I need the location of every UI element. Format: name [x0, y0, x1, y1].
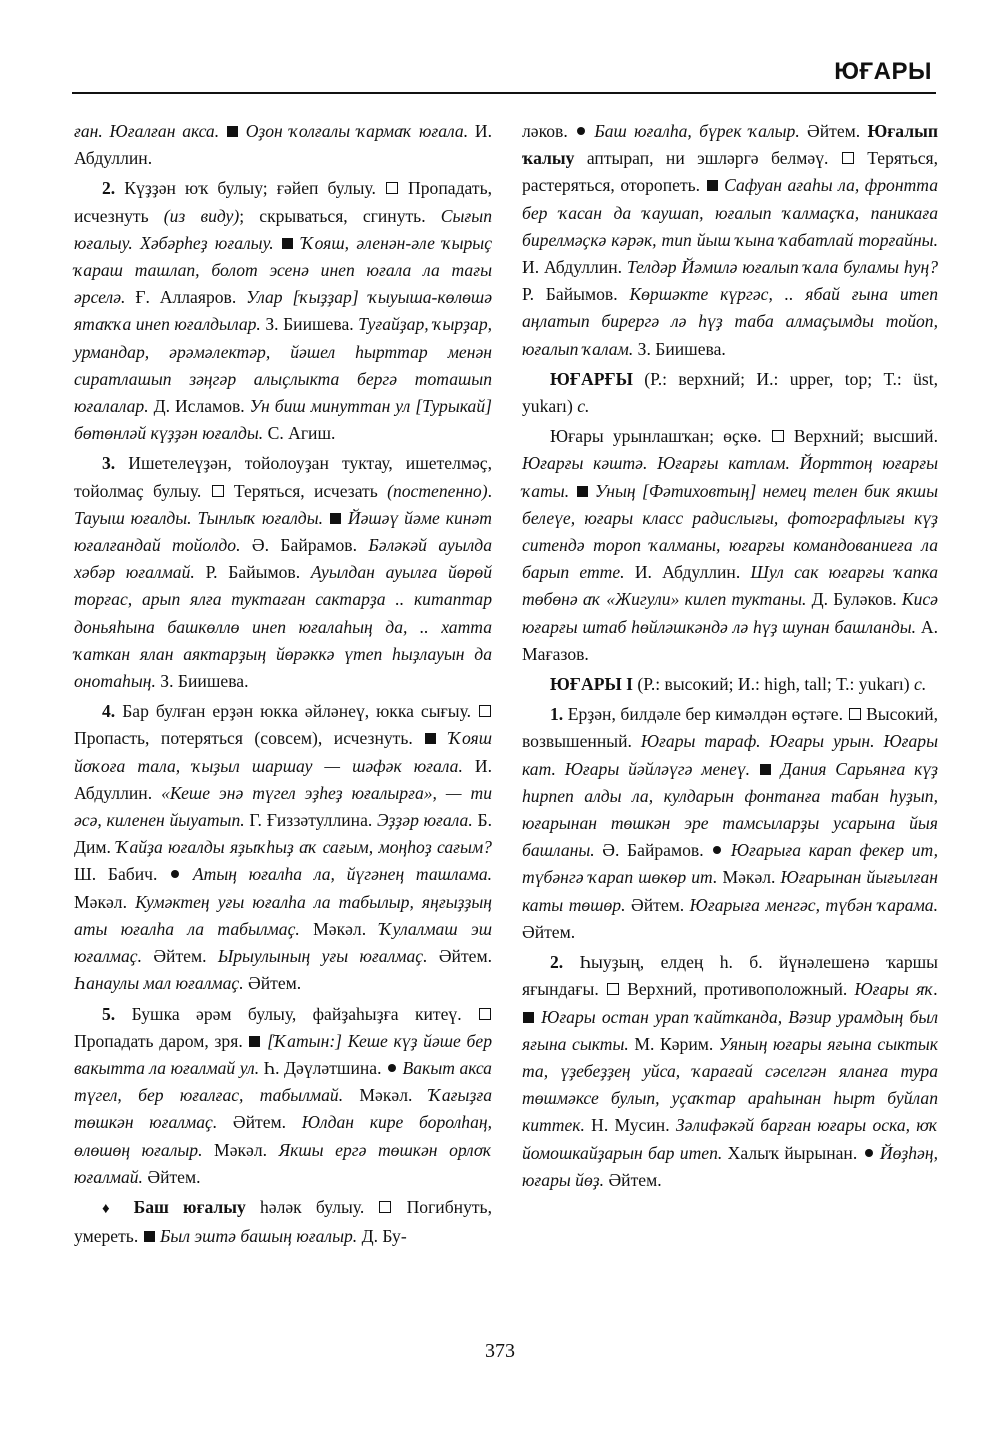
author: А. Мағазов.	[522, 616, 938, 664]
definition: Юғары урынлашҡан; өҫкө.	[550, 426, 762, 447]
author: Ш. Бабич.	[74, 864, 158, 885]
definition: Ерҙән, билдәле бер кимәлдән өҫтәге.	[563, 704, 843, 725]
example-text: Атың юғалһа ла, йүгәнең ташлама.	[192, 864, 493, 885]
entry-paragraph	[522, 118, 938, 363]
example-text: Дания Сарьянға күҙ һирпеп алды ла, кулдарын фонтанға табан һуҙып, юғарынан төшкән эре тамсыларҙы усарына йыя башланы.	[522, 758, 939, 861]
translation-marker-icon	[772, 430, 784, 442]
proverb-marker-icon	[171, 870, 179, 878]
example-text: Көршәкте күргәс, .. ябай ғына итеп аңлатып бирергә лә һүҙ таба алмаҫымды тойоп, юғалып ҡалам.	[522, 284, 938, 359]
sense-3	[74, 450, 492, 695]
translation-marker-icon	[849, 708, 861, 720]
author: Әйтем.	[427, 946, 492, 967]
example-text: Ырыулының уғы юғалмаҫ.	[217, 946, 428, 967]
example-text: Оҙон ҡолғалы ҡармаҡ юғала.	[245, 121, 469, 141]
note: (постепенно)	[387, 480, 488, 501]
example-text: Туғайҙар, ҡырҙар, урмандар, әрәмәлектәр, йәшел һырттар менән сиратлашып зәңгәр алыҫлыкта бергә тоташып юғалалар.	[74, 314, 493, 417]
author: Мәкәл.	[74, 891, 136, 912]
example-text: Юғарыға менгәс, түбән ҡарама.	[689, 894, 939, 915]
author: Мәкәл.	[299, 918, 380, 939]
idiom-headword: Юғалып ҡалыу	[522, 121, 938, 169]
example-text: Был эштә башың юғалыр.	[160, 1226, 358, 1247]
author: Әйтем.	[141, 946, 218, 967]
translation: Теряться, исчезать	[224, 480, 388, 501]
example-text: [Ҡатын:] Кеше күҙ йәше бер вакытта ла юғалмай ул.	[74, 1030, 492, 1078]
author: Мәкәл.	[343, 1085, 429, 1106]
translation: Пропасть, потеряться (совсем), исчезнуть.	[74, 728, 413, 749]
example-text: Баш юғалһа, бүрек ҡалыр.	[594, 121, 800, 141]
example-text: ған. Юғалған акса.	[74, 121, 220, 141]
translation-marker-icon	[379, 1201, 391, 1213]
author: Ә. Байрамов.	[594, 840, 704, 861]
example-text: Юғары яҡ.	[854, 979, 938, 1000]
author: З. Биишева.	[155, 671, 249, 692]
example-text: Уяның юғары яғына сыктык та, үҙебеҙҙең уйса, ҡарағай сәселгән яланға тура төшмәксе булып, уҫаҡтар араһынан һырт буйлап киттек.	[522, 1033, 939, 1136]
example-text: Тауыш юғалды. Тынлыҡ юғалды.	[74, 507, 324, 528]
author: Н. Мусин.	[584, 1115, 676, 1136]
translation: Пропадать, исчезнуть	[74, 178, 492, 226]
translation: .	[487, 480, 492, 501]
author: Д. Исламов.	[148, 396, 250, 417]
headword-entry	[522, 366, 938, 420]
author: Д. Буләков.	[806, 589, 902, 610]
author: Б. Дим.	[74, 810, 493, 858]
translation: Верхний, противоположный.	[619, 979, 855, 1000]
author: Әйтем.	[142, 1166, 201, 1187]
definition: Күҙҙән юҡ булыу; ғәйеп булыу.	[115, 178, 376, 199]
author: Ә. Байрамов.	[240, 535, 369, 556]
translation-marker-icon	[479, 705, 491, 717]
author: Һ. Дәүләтшина.	[259, 1057, 382, 1078]
author: И. Абдуллин.	[74, 755, 492, 803]
author: Р. Байымов.	[522, 284, 630, 305]
headword: ЮҒАРЫ I	[550, 674, 633, 695]
author: Мәкәл.	[202, 1139, 279, 1160]
example-text: Ун биш минуттан ул [Турыкай] бөтөнләй күҙҙән юғалды.	[74, 396, 492, 444]
sense-number: 2.	[550, 952, 564, 973]
example-text: Юғарынан йығылған каты төшөр.	[522, 867, 938, 915]
part-of-speech: с.	[577, 396, 590, 417]
sense-5	[74, 1001, 492, 1191]
translation: Высокий, возвышенный.	[522, 704, 939, 752]
example-marker-icon	[144, 1231, 155, 1242]
author: Халыҡ йырынан.	[722, 1142, 858, 1163]
author: И. Абдуллин.	[522, 257, 627, 278]
example-marker-icon	[282, 238, 293, 249]
page-number: 373	[485, 1340, 515, 1362]
sense-2	[522, 949, 938, 1194]
example-text: Эҙҙәр юғала.	[377, 810, 473, 831]
translation: Пропадать даром, зря.	[74, 1030, 243, 1051]
author: Әйтем.	[522, 921, 576, 942]
example-text: Сафуан ағаһы ла, фронтта бер ҡасан да ҡаушап, юғалып ҡалмаҫҡа, паникаға бирелмәҫкә кәрәк, тип йыш ҡына ҡабатлай торғайны.	[522, 175, 939, 250]
example-text: Зәлифәкәй барған юғары оска, юҡ йомошкайҙарын бар итеп.	[522, 1115, 938, 1163]
sense-4	[74, 698, 492, 997]
definition: һәләк булыу.	[245, 1196, 365, 1217]
definition: аптырап, ни эшләргә белмәү.	[574, 148, 829, 169]
example-text: Ҡағыҙға төшкән юғалмаҫ.	[74, 1085, 492, 1133]
idiom-headword: Баш юғалыу	[133, 1196, 246, 1217]
author: Әйтем.	[625, 894, 690, 915]
example-text: Ҡайҙа юғалды яҙыҡһыҙ аҡ сағым, моңһоҙ сағым?	[116, 837, 492, 858]
author: ләков.	[522, 121, 568, 141]
example-text: Бәләкәй ауылда хәбәр юғалмай.	[74, 535, 492, 583]
example-marker-icon	[523, 1012, 534, 1023]
example-marker-icon	[707, 180, 718, 191]
sense-1	[522, 701, 938, 946]
author: Әйтем.	[604, 1169, 662, 1190]
etymology: (Р.: верхний; И.: upper, top; Т.: üst, yukarı)	[522, 368, 938, 417]
definition: Һыуҙың, елдең һ. б. йүнәлешенә ҡаршы яғындағы.	[522, 952, 938, 1000]
example-marker-icon	[577, 486, 588, 497]
sense	[522, 423, 938, 668]
example-text: Юлдан кире боролһаң, өлөшөң юғалыр.	[74, 1112, 493, 1160]
example-text: Юғары остан урап ҡайтканда, Вәзир урамдың был яғына сыкты.	[522, 1006, 938, 1054]
author: З. Биишева.	[633, 338, 726, 359]
proverb-marker-icon	[388, 1064, 396, 1072]
author: И. Абдуллин.	[624, 562, 751, 583]
example-text: Телдәр Йәмилә юғалып ҡала буламы һуң?	[626, 257, 938, 278]
example-text: Улар [ҡыҙҙар] ҡыуыша-көлөшә ятаҡҡа инеп юғалдылар.	[74, 287, 493, 335]
translation-marker-icon	[386, 182, 398, 194]
translation: Верхний; высший.	[784, 426, 938, 447]
example-text: Һанаулы мал юғалмаҫ.	[74, 973, 244, 994]
sense-number: 5.	[102, 1003, 116, 1024]
author: Р. Байымов.	[194, 562, 311, 583]
definition: Бар булған ерҙән юкка әйләнеү, юкка сығыу.	[115, 701, 472, 722]
example-text: Кумәктең уғы юғалһа ла табылыр, яңғыҙҙың аты юғалһа ла табылмаҫ.	[74, 891, 492, 939]
example-text: Юғарыға карап фекер ит, түбәнгә ҡарап шөкөр ит.	[522, 840, 938, 888]
author: Ғ. Аллаяров.	[125, 287, 247, 308]
idiom-entry	[74, 1194, 492, 1250]
example-text: Шул сак юғарғы ҡапка төбөнә аҡ «Жигули» килеп туктаны.	[522, 562, 939, 610]
example-marker-icon	[227, 126, 238, 137]
translation-marker-icon	[212, 485, 224, 497]
translation-marker-icon	[607, 983, 619, 995]
note: (из виду)	[163, 205, 240, 226]
example-text: Кисә юғарғы штаб һөйләшкәндә лә һүҙ шунан башланды.	[522, 589, 938, 637]
example-text: Юғары тараф. Юғары урын. Юғары кат. Юғары йәйләүгә менеү.	[522, 731, 938, 779]
author: Әйтем.	[799, 121, 868, 141]
author: И. Абдуллин.	[74, 121, 492, 169]
right-column	[522, 118, 938, 1197]
example-marker-icon	[425, 733, 436, 744]
entry-paragraph	[74, 118, 492, 172]
definition: Ишетелеүҙән, тойолоуҙан туктау, ишетелмәҫ, тойолмаҫ булыу.	[74, 453, 492, 501]
example-text: Якшы ергә төшкән орлоҡ юғалмай.	[74, 1139, 492, 1187]
example-text: Ҡояш, әленән-әле ҡырыҫ ҡараш ташлап, болот эсенә инеп юғала ла тағы әрселә.	[74, 232, 493, 308]
example-marker-icon	[760, 764, 771, 775]
proverb-marker-icon	[577, 127, 585, 135]
etymology: (Р.: высокий; И.: high, tall; Т.: yukarı)	[632, 674, 915, 695]
translation: Теряться, растеряться, оторопеть.	[522, 148, 939, 196]
author: М. Кәрим.	[628, 1033, 719, 1054]
sense-number: 1.	[550, 704, 564, 725]
example-text: Ауылдан ауылға йөрөй торғас, арып ялға туктаған сактарҙа .. китаптар доньяһына башкөллө инеп юғалаһың да, .. хатта ҡаткан ялан аяктарҙың йөрәккә үтеп һыҙлауын да онотаһың.	[74, 562, 492, 692]
example-text: Ҡояш йоҡоға тала, ҡыҙыл шаршау — шәфәк юғала.	[74, 728, 493, 776]
idiom-marker-icon: ♦	[102, 1200, 120, 1217]
headword: ЮҒАРҒЫ	[550, 368, 633, 389]
translation: Погибнуть, умереть.	[74, 1196, 492, 1247]
sense-number: 2.	[102, 178, 116, 199]
example-marker-icon	[330, 513, 341, 524]
example-text: Вакыт акса түгел, бер юғалғас, табылмай.	[74, 1057, 492, 1106]
proverb-marker-icon	[865, 1149, 873, 1157]
example-text: Йәшәү йәме кинәт юғалғандай тойолдо.	[74, 507, 492, 556]
sense-number: 3.	[102, 453, 116, 474]
left-column	[74, 118, 492, 1253]
headword-entry	[522, 671, 938, 698]
example-text: Ҡулалмаш эш юғалмаҫ.	[74, 918, 492, 967]
translation: ; скрываться, сгинуть.	[239, 205, 441, 226]
example-text: «Кеше энә түгел эҙһеҙ юғалырға», — ти әсә, киленен йыуатып.	[74, 782, 493, 831]
header-rule	[72, 92, 936, 94]
example-text: Сығып юғалыу. Хәбәрһеҙ юғалыу.	[74, 205, 492, 253]
definition: Бушка әрәм булыу, файҙаһыҙға китеү.	[115, 1003, 462, 1024]
author: З. Биишева.	[260, 314, 359, 335]
example-marker-icon	[249, 1036, 260, 1047]
author: Әйтем.	[243, 973, 302, 994]
running-head: ЮҒАРЫ	[834, 58, 932, 85]
translation-marker-icon	[842, 152, 854, 164]
sense-2	[74, 175, 492, 447]
author: Әйтем.	[217, 1112, 302, 1133]
example-text: Юғарғы кәштә. Юғарғы катлам. Йорттоң юғарғы ҡаты.	[522, 453, 938, 501]
sense-number: 4.	[102, 701, 116, 722]
example-text: Йөҙһәң, юғары йөҙ.	[522, 1142, 938, 1190]
example-text: Уның [Фәтиховтың] немец телен бик якшы белеүе, юғары класс радислығы, фотографлығы күҙ ситендә тороп ҡалманы, юғарғы командованиеға ла барып етте.	[522, 480, 938, 583]
proverb-marker-icon	[713, 846, 721, 854]
author: Мәкәл.	[717, 867, 781, 888]
author: С. Агиш.	[263, 423, 336, 444]
author: Д. Бу-	[357, 1226, 407, 1247]
author: Г. Ғиззәтуллина.	[244, 810, 378, 831]
translation-marker-icon	[479, 1008, 491, 1020]
part-of-speech: с.	[914, 674, 927, 695]
